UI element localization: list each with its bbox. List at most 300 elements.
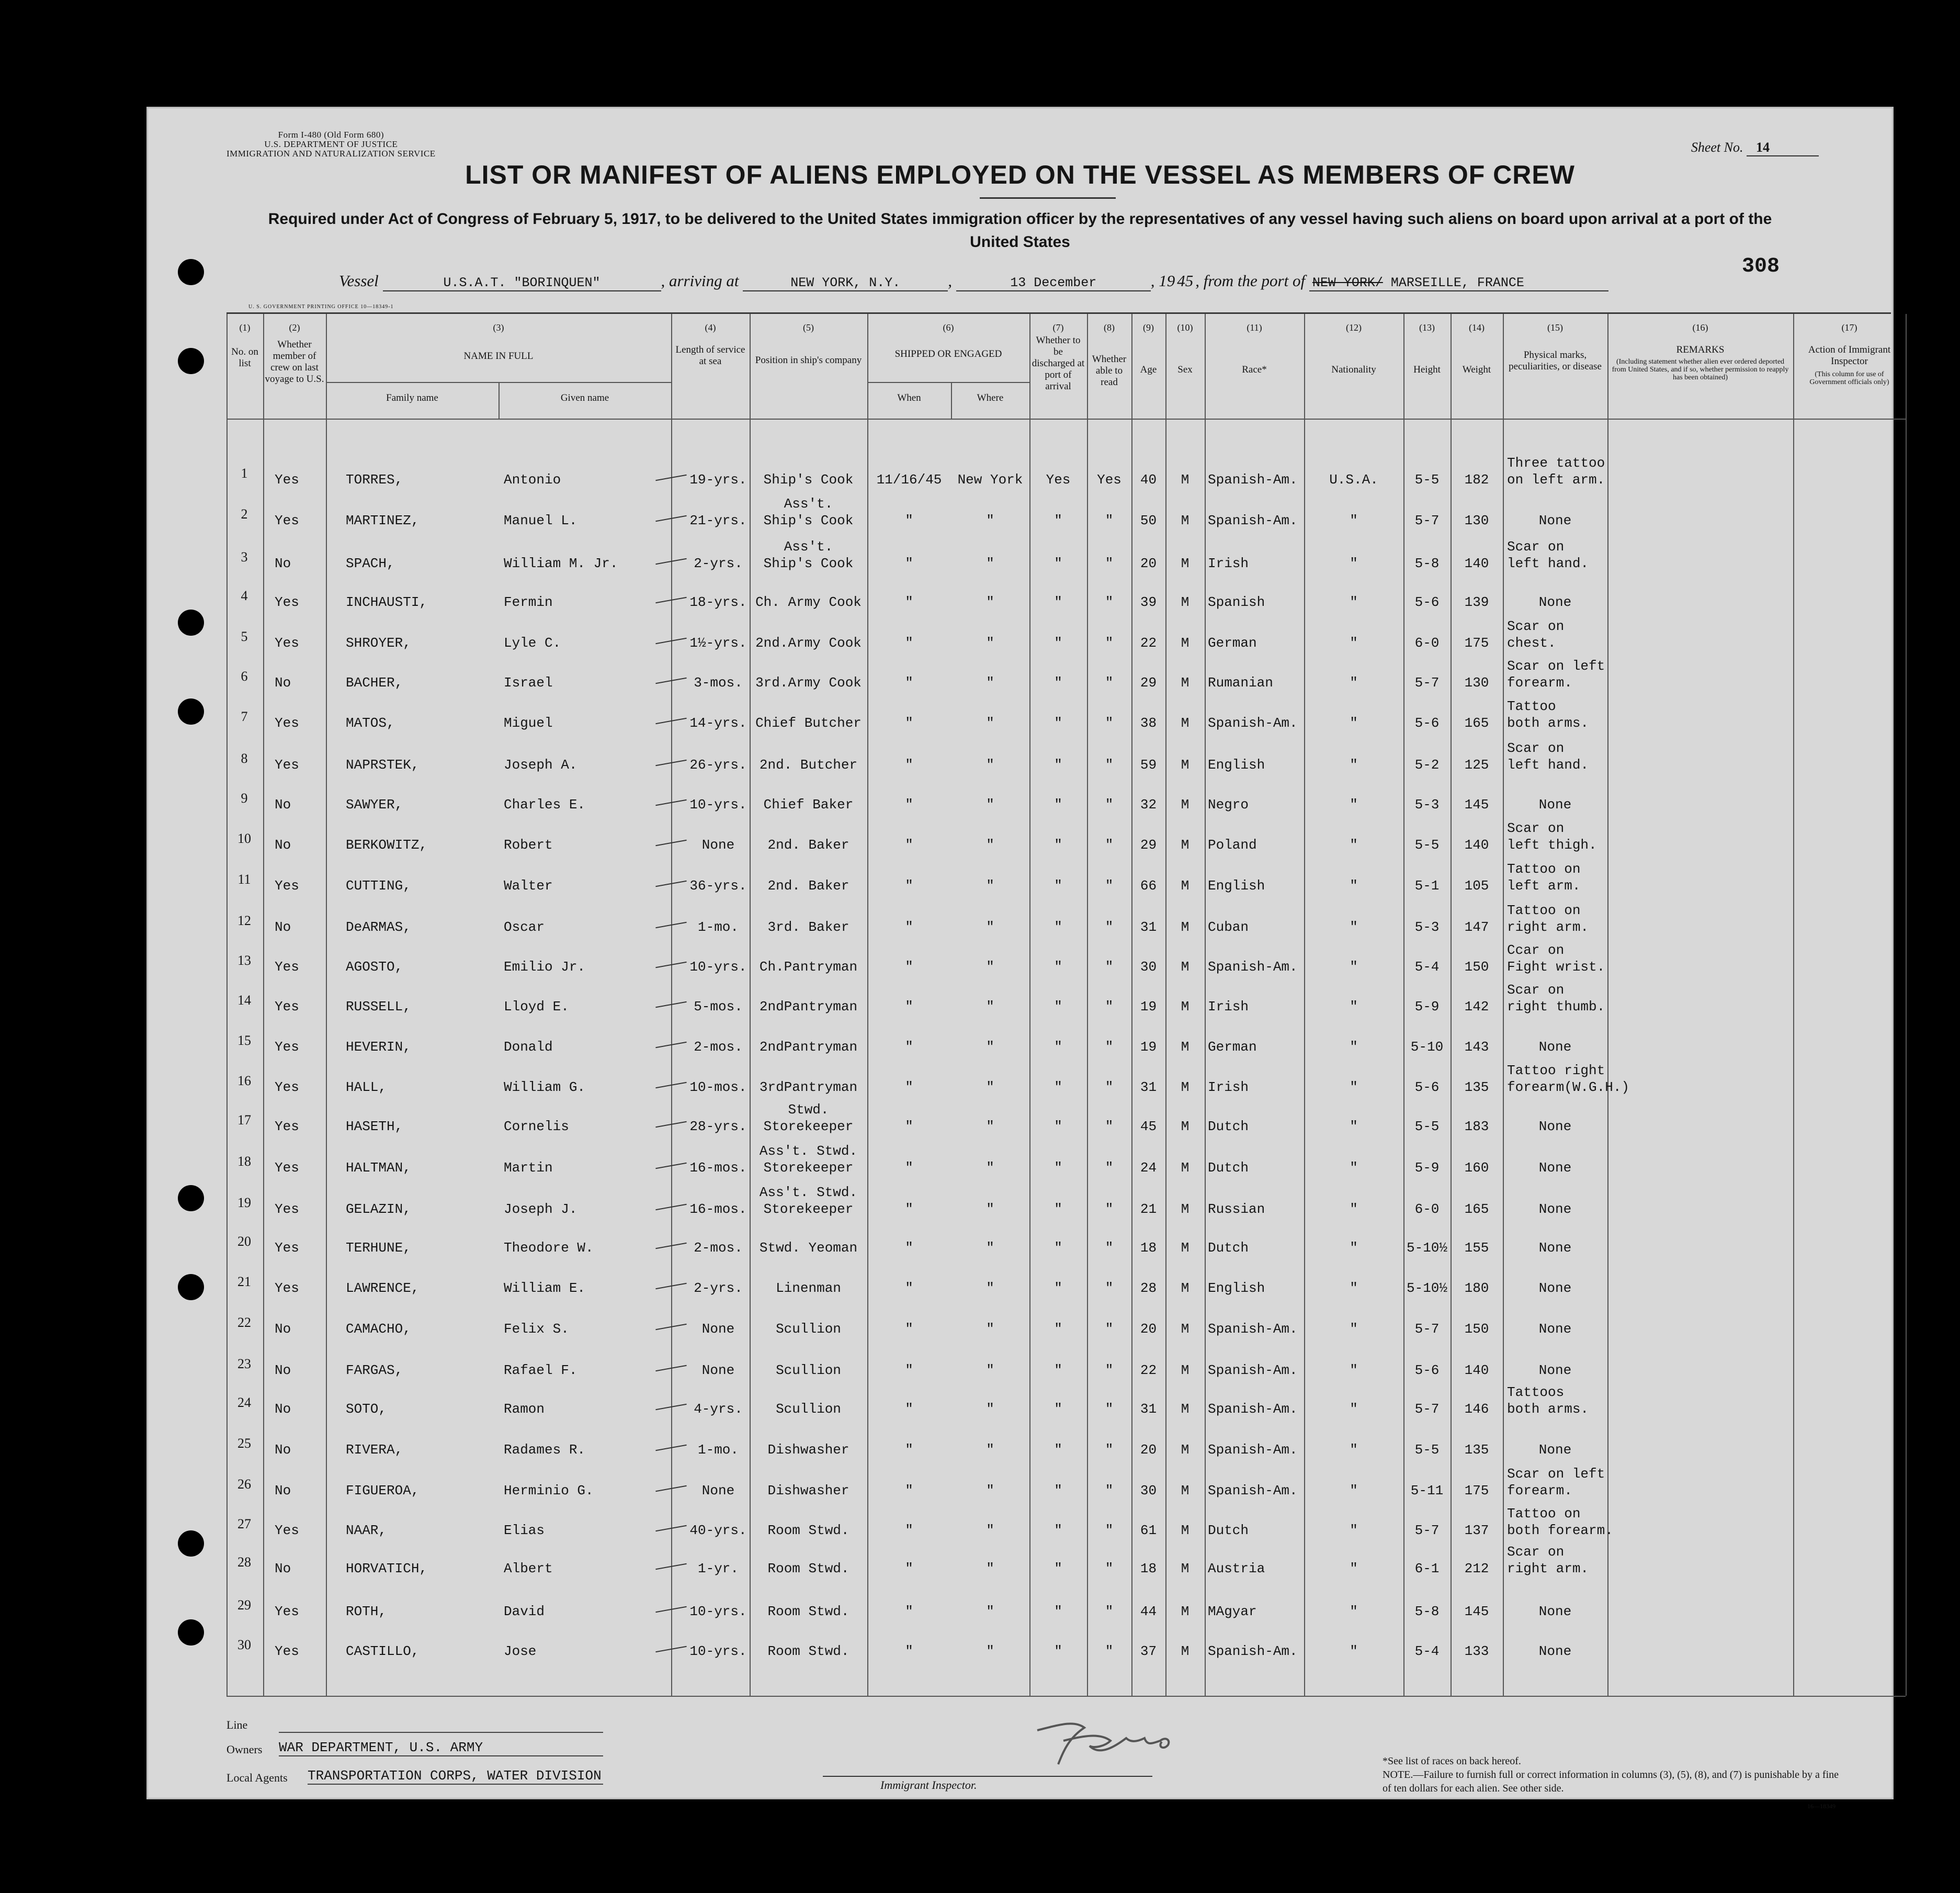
height-cell: 5-5 — [1414, 472, 1440, 488]
form-identifier — [226, 130, 436, 159]
crew-member-cell: Yes — [275, 1523, 299, 1538]
sex-cell: M — [1181, 878, 1189, 894]
shipped-when-cell: " — [905, 797, 913, 813]
shipped-where-cell: " — [986, 757, 994, 773]
position-cell: Ch. Army Cook — [755, 594, 862, 610]
crew-member-cell: Yes — [275, 1201, 299, 1217]
owners-label: Owners — [226, 1743, 263, 1756]
binder-hole — [178, 1619, 204, 1646]
position-line-1: Ass't. Stwd. — [759, 1143, 858, 1159]
name-in-full-header: NAME IN FULL — [463, 351, 534, 362]
sex-cell: M — [1181, 1401, 1189, 1417]
column-divider — [1205, 314, 1206, 1696]
sex-cell: M — [1181, 1119, 1189, 1134]
able-to-read-cell: " — [1105, 1523, 1114, 1538]
nationality-cell: " — [1350, 1604, 1358, 1619]
inspector-line — [823, 1776, 1152, 1777]
discharged-cell: " — [1054, 797, 1062, 813]
nationality-cell: " — [1350, 1119, 1358, 1134]
height-cell: 5-10½ — [1406, 1240, 1447, 1256]
race-cell: Spanish-Am. — [1208, 1321, 1298, 1337]
sex-cell: M — [1181, 675, 1189, 691]
position-line-1: Ass't. Stwd. — [759, 1185, 858, 1200]
weight-cell: 183 — [1464, 1119, 1489, 1134]
height-cell: 5-2 — [1414, 757, 1440, 773]
able-to-read-cell: " — [1105, 797, 1114, 813]
weight-cell: 180 — [1464, 1280, 1489, 1296]
able-to-read-cell: " — [1105, 959, 1114, 975]
row-number: 9 — [241, 791, 248, 806]
discharged-cell: " — [1054, 919, 1062, 935]
column-divider — [226, 314, 228, 1696]
given-name-cell: Charles E. — [504, 797, 586, 813]
given-name-cell: Walter — [504, 878, 553, 894]
shipped-when-cell: " — [905, 1604, 913, 1619]
weight-cell: 140 — [1464, 837, 1489, 853]
physical-marks-cell: None — [1538, 1160, 1572, 1176]
row-number: 27 — [237, 1516, 251, 1531]
height-cell: 5-7 — [1414, 1401, 1440, 1417]
nationality-cell: " — [1350, 1039, 1358, 1055]
family-name-cell: GELAZIN, — [346, 1201, 411, 1217]
discharged-cell: " — [1054, 513, 1062, 528]
family-name-cell: HALL, — [346, 1079, 387, 1095]
crew-member-cell: Yes — [275, 635, 299, 651]
no-on-list-header: No. on list — [231, 346, 258, 369]
remarks-subheader: (Including statement whether alien ever ordered deported from United States, and if so, whether permission to reapply has been obtained) — [1612, 358, 1789, 381]
departure-port: MARSEILLE, FRANCE — [1390, 275, 1524, 290]
given-name-cell: Israel — [504, 675, 553, 691]
discharged-cell: " — [1054, 1643, 1062, 1659]
weight-cell: 147 — [1464, 919, 1489, 935]
height-cell: 6-1 — [1414, 1561, 1440, 1576]
service-length-cell: 2-mos. — [694, 1240, 743, 1256]
column-number: (12) — [1346, 322, 1362, 333]
row-number: 12 — [237, 913, 251, 928]
discharged-cell: " — [1054, 715, 1062, 731]
shipped-when-cell: " — [905, 999, 913, 1015]
service-length-cell: 10-yrs. — [689, 959, 747, 975]
shipped-when-cell: " — [905, 1201, 913, 1217]
sheet-number-label: Sheet No. — [1691, 140, 1743, 155]
weight-cell: 145 — [1464, 1604, 1489, 1619]
shipped-where-cell: " — [986, 635, 994, 651]
row-number: 10 — [237, 831, 251, 846]
race-header: Race* — [1242, 364, 1267, 375]
physical-marks-cell: None — [1538, 1321, 1572, 1337]
family-name-cell: SPACH, — [346, 556, 395, 571]
position-cell: Linenman — [776, 1280, 841, 1296]
age-cell: 39 — [1140, 594, 1157, 610]
shipped-when-cell: " — [905, 715, 913, 731]
weight-cell: 133 — [1464, 1643, 1489, 1659]
family-name-cell: HEVERIN, — [346, 1039, 411, 1055]
position-cell: Chief Butcher — [755, 715, 862, 731]
height-cell: 5-10½ — [1406, 1280, 1447, 1296]
given-name-cell: William G. — [504, 1079, 586, 1095]
service-length-cell: 18-yrs. — [689, 594, 747, 610]
weight-cell: 150 — [1464, 1321, 1489, 1337]
crew-member-cell: Yes — [275, 999, 299, 1015]
sex-cell: M — [1181, 513, 1189, 528]
shipped-when-cell: " — [905, 959, 913, 975]
physical-marks-line-1: Tattoo on — [1507, 861, 1581, 877]
height-cell: 5-6 — [1414, 715, 1440, 731]
column-number: (10) — [1177, 322, 1193, 333]
physical-marks-line-1: Ccar on — [1507, 942, 1565, 958]
height-cell: 5-6 — [1414, 1079, 1440, 1095]
service-length-cell: 2-yrs. — [694, 556, 743, 571]
nationality-cell: " — [1350, 1321, 1358, 1337]
column-divider — [326, 314, 327, 1696]
binder-hole — [178, 348, 204, 374]
shipped-when-cell: " — [905, 1401, 913, 1417]
sex-cell: M — [1181, 1561, 1189, 1576]
age-cell: 32 — [1140, 797, 1157, 813]
shipped-where-cell: " — [986, 999, 994, 1015]
physical-marks-line-2: left hand. — [1507, 556, 1589, 571]
height-header: Height — [1413, 364, 1441, 375]
physical-marks-line-2: both forearm. — [1507, 1523, 1613, 1538]
page-subtitle: Required under Act of Congress of February 5, 1917, to be delivered to the United States immigration officer by the representatives of any vessel having such aliens on board upon arrival at a port of the United States — [268, 210, 1772, 251]
race-cell: German — [1208, 635, 1257, 651]
given-name-cell: Manuel L. — [504, 513, 577, 528]
row-number: 6 — [241, 669, 248, 684]
discharged-cell: " — [1054, 878, 1062, 894]
service-length-cell: 2-mos. — [694, 1039, 743, 1055]
position-cell: Storekeeper — [763, 1160, 854, 1176]
binder-hole — [178, 610, 204, 636]
row-number: 24 — [237, 1395, 251, 1410]
given-name-cell: Felix S. — [504, 1321, 569, 1337]
shipped-when-cell: " — [905, 675, 913, 691]
service-length-cell: 4-yrs. — [694, 1401, 743, 1417]
nationality-cell: " — [1350, 1079, 1358, 1095]
physical-marks-line-1: Tattoo — [1507, 698, 1556, 714]
given-name-cell: Albert — [504, 1561, 553, 1576]
sex-cell: M — [1181, 1483, 1189, 1498]
nationality-cell: " — [1350, 1523, 1358, 1538]
shipped-where-cell: " — [986, 1483, 994, 1498]
column-number: (9) — [1143, 322, 1154, 333]
weight-cell: 139 — [1464, 594, 1489, 610]
physical-marks-line-1: Scar on — [1507, 618, 1565, 634]
physical-marks-line-1: Scar on — [1507, 539, 1565, 555]
physical-marks-cell: None — [1538, 513, 1572, 528]
row-number: 5 — [241, 629, 248, 644]
age-cell: 31 — [1140, 1079, 1157, 1095]
sex-cell: M — [1181, 1643, 1189, 1659]
sex-cell: M — [1181, 1321, 1189, 1337]
shipped-when-cell: " — [905, 878, 913, 894]
shipped-when-cell: " — [905, 635, 913, 651]
family-name-cell: HASETH, — [346, 1119, 403, 1134]
vessel-line: Vessel U.S.A.T. "BORINQUEN" , arriving at NEW YORK, N.Y. , 13 December , 19 45 , from the port of NEW YORK/ MARSEILLE, FRANCE — [339, 272, 1814, 298]
shipped-where-cell: " — [986, 1160, 994, 1176]
arrival-year: 45 — [1177, 272, 1194, 290]
sex-cell: M — [1181, 757, 1189, 773]
discharged-cell: " — [1054, 1201, 1062, 1217]
age-header: Age — [1140, 364, 1157, 375]
weight-cell: 165 — [1464, 1201, 1489, 1217]
service-length-cell: 3-mos. — [694, 675, 743, 691]
family-name-cell: BERKOWITZ, — [346, 837, 428, 853]
height-cell: 5-3 — [1414, 797, 1440, 813]
service-length-cell: 40-yrs. — [689, 1523, 747, 1538]
age-cell: 22 — [1140, 1362, 1157, 1378]
shipped-when-cell: " — [905, 1280, 913, 1296]
column-number: (3) — [493, 322, 504, 333]
height-cell: 5-5 — [1414, 1442, 1440, 1458]
physical-marks-line-1: Scar on left — [1507, 658, 1605, 674]
given-name-cell: Theodore W. — [504, 1240, 594, 1256]
subheader-divider — [867, 382, 1029, 383]
physical-marks-cell: None — [1538, 594, 1572, 610]
position-cell: Room Stwd. — [767, 1604, 849, 1619]
service-length-cell: 10-yrs. — [689, 1604, 747, 1619]
shipped-where-cell: " — [986, 959, 994, 975]
discharged-cell: " — [1054, 999, 1062, 1015]
able-to-read-cell: " — [1105, 715, 1114, 731]
nationality-cell: U.S.A. — [1329, 472, 1378, 488]
physical-marks-line-2: chest. — [1507, 635, 1556, 651]
given-name-cell: Miguel — [504, 715, 553, 731]
column-number: (7) — [1052, 322, 1064, 333]
weight-header: Weight — [1462, 364, 1491, 375]
service-length-cell: 19-yrs. — [689, 472, 747, 488]
position-cell: 3rdPantryman — [759, 1079, 858, 1095]
service-length-cell: None — [701, 1362, 735, 1378]
age-cell: 24 — [1140, 1160, 1157, 1176]
family-name-cell: SHROYER, — [346, 635, 411, 651]
race-cell: Spanish-Am. — [1208, 513, 1298, 528]
race-cell: Negro — [1208, 797, 1249, 813]
able-to-read-cell: " — [1105, 1119, 1114, 1134]
family-name-cell: MARTINEZ, — [346, 513, 420, 528]
race-cell: Dutch — [1208, 1119, 1249, 1134]
service-length-cell: 10-mos. — [689, 1079, 747, 1095]
position-cell: 2nd.Army Cook — [755, 635, 862, 651]
physical-marks-line-2: right arm. — [1507, 1561, 1589, 1576]
sex-cell: M — [1181, 1362, 1189, 1378]
able-to-read-cell: " — [1105, 594, 1114, 610]
able-to-read-cell: " — [1105, 675, 1114, 691]
age-cell: 30 — [1140, 959, 1157, 975]
shipped-when-cell: " — [905, 837, 913, 853]
sex-cell: M — [1181, 594, 1189, 610]
weight-cell: 155 — [1464, 1240, 1489, 1256]
row-number: 13 — [237, 953, 251, 968]
crew-member-cell: No — [275, 1362, 291, 1378]
sheet-number — [1691, 140, 1819, 156]
nationality-cell: " — [1350, 999, 1358, 1015]
family-name-cell: TERHUNE, — [346, 1240, 411, 1256]
weight-cell: 146 — [1464, 1401, 1489, 1417]
vessel-label: Vessel — [339, 272, 379, 290]
position-cell: 2ndPantryman — [759, 1039, 858, 1055]
column-divider — [1793, 314, 1794, 1696]
arriving-label: , arriving at — [661, 272, 739, 290]
service-length-cell: None — [701, 1483, 735, 1498]
crew-member-cell: Yes — [275, 1280, 299, 1296]
family-name-cell: LAWRENCE, — [346, 1280, 420, 1296]
weight-cell: 182 — [1464, 472, 1489, 488]
weight-cell: 105 — [1464, 878, 1489, 894]
physical-marks-line-1: Tattoos — [1507, 1384, 1565, 1400]
weight-cell: 160 — [1464, 1160, 1489, 1176]
age-cell: 21 — [1140, 1201, 1157, 1217]
column-number: (1) — [239, 322, 251, 333]
position-cell: Storekeeper — [763, 1119, 854, 1134]
height-cell: 5-6 — [1414, 1362, 1440, 1378]
weight-cell: 143 — [1464, 1039, 1489, 1055]
age-cell: 50 — [1140, 513, 1157, 528]
service-length-cell: 1-mo. — [697, 1442, 739, 1458]
physical-marks-cell: None — [1538, 1362, 1572, 1378]
family-name-cell: BACHER, — [346, 675, 403, 691]
service-length-cell: None — [701, 1321, 735, 1337]
nationality-cell: " — [1350, 635, 1358, 651]
position-header: Position in ship's company — [755, 355, 862, 366]
able-to-read-cell: " — [1105, 513, 1114, 528]
crew-member-cell: Yes — [275, 1240, 299, 1256]
physical-marks-cell: None — [1538, 797, 1572, 813]
subheader-divider — [326, 382, 671, 383]
row-number: 26 — [237, 1477, 251, 1492]
physical-marks-line-2: left hand. — [1507, 757, 1589, 773]
service-length-cell: 16-mos. — [689, 1201, 747, 1217]
page-number: 308 — [1741, 255, 1780, 278]
crew-member-cell: No — [275, 675, 291, 691]
weight-cell: 130 — [1464, 513, 1489, 528]
discharged-cell: " — [1054, 1362, 1062, 1378]
position-cell: Dishwasher — [767, 1442, 849, 1458]
nationality-cell: " — [1350, 797, 1358, 813]
sex-cell: M — [1181, 715, 1189, 731]
position-line-1: Stwd. — [788, 1102, 829, 1118]
age-cell: 37 — [1140, 1643, 1157, 1659]
printing-office-line: U. S. GOVERNMENT PRINTING OFFICE 10—18349-1 — [248, 304, 394, 310]
discharged-cell: " — [1054, 757, 1062, 773]
position-cell: Ship's Cook — [763, 472, 854, 488]
nationality-cell: " — [1350, 757, 1358, 773]
physical-marks-cell: None — [1538, 1280, 1572, 1296]
column-number: (2) — [289, 322, 300, 333]
age-cell: 38 — [1140, 715, 1157, 731]
race-cell: Spanish-Am. — [1208, 472, 1298, 488]
age-cell: 31 — [1140, 1401, 1157, 1417]
row-number: 3 — [241, 549, 248, 565]
physical-marks-line-2: forearm. — [1507, 1483, 1572, 1498]
shipped-where-cell: " — [986, 1240, 994, 1256]
department-name: U.S. DEPARTMENT OF JUSTICE — [264, 139, 398, 149]
discharged-cell: " — [1054, 556, 1062, 571]
physical-marks-line-2: left arm. — [1507, 878, 1581, 894]
race-cell: Spanish-Am. — [1208, 1643, 1298, 1659]
age-cell: 61 — [1140, 1523, 1157, 1538]
weight-cell: 130 — [1464, 675, 1489, 691]
column-number: (17) — [1841, 322, 1857, 333]
weight-cell: 142 — [1464, 999, 1489, 1015]
race-cell: German — [1208, 1039, 1257, 1055]
length-of-service-header: Length of service at sea — [675, 344, 745, 367]
given-name-cell: Lloyd E. — [504, 999, 569, 1015]
sex-cell: M — [1181, 999, 1189, 1015]
remarks-header: REMARKS — [1676, 344, 1725, 355]
row-number: 21 — [237, 1274, 251, 1289]
year-prefix: , 19 — [1150, 272, 1175, 290]
able-to-read-cell: " — [1105, 1442, 1114, 1458]
nationality-cell: " — [1350, 1362, 1358, 1378]
position-cell: 2nd. Baker — [767, 837, 849, 853]
crew-member-cell: No — [275, 1561, 291, 1576]
penalty-note: NOTE.—Failure to furnish full or correct information in columns (3), (5), (8), and (7) is punishable by a fine of ten dollars for each alien. See other side. — [1383, 1769, 1839, 1794]
age-cell: 20 — [1140, 1321, 1157, 1337]
agents-label: Local Agents — [226, 1771, 288, 1784]
sex-cell: M — [1181, 1523, 1189, 1538]
family-name-cell: FARGAS, — [346, 1362, 403, 1378]
given-name-cell: Ramon — [504, 1401, 545, 1417]
weight-cell: 140 — [1464, 1362, 1489, 1378]
physical-marks-line-1: Tattoo on — [1507, 1506, 1581, 1522]
table-bottom-border — [226, 1696, 1906, 1697]
shipped-engaged-header: SHIPPED OR ENGAGED — [894, 348, 1002, 359]
binder-hole — [178, 698, 204, 725]
binder-hole — [178, 1530, 204, 1557]
given-name-cell: Fermin — [504, 594, 553, 610]
nationality-cell: " — [1350, 878, 1358, 894]
physical-marks-line-1: Scar on — [1507, 982, 1565, 998]
given-name-cell: Robert — [504, 837, 553, 853]
able-to-read-cell: " — [1105, 1483, 1114, 1498]
sex-cell: M — [1181, 1039, 1189, 1055]
age-cell: 29 — [1140, 837, 1157, 853]
shipped-when-cell: " — [905, 757, 913, 773]
nationality-cell: " — [1350, 1483, 1358, 1498]
sex-cell: M — [1181, 1604, 1189, 1619]
shipped-where-cell: " — [986, 919, 994, 935]
height-cell: 5-7 — [1414, 1523, 1440, 1538]
physical-marks-line-1: Scar on — [1507, 820, 1565, 836]
shipped-when-cell: " — [905, 594, 913, 610]
height-cell: 5-5 — [1414, 837, 1440, 853]
row-number: 7 — [241, 709, 248, 724]
sex-cell: M — [1181, 635, 1189, 651]
row-number: 11 — [237, 872, 251, 887]
shipped-when-cell: " — [905, 1483, 913, 1498]
able-to-read-cell: " — [1105, 1160, 1114, 1176]
physical-marks-line-2: both arms. — [1507, 715, 1589, 731]
vessel-name: U.S.A.T. "BORINQUEN" — [383, 275, 661, 291]
position-line-1: Ass't. — [784, 496, 833, 512]
departure-port-field — [1309, 275, 1608, 291]
when-header: When — [897, 392, 921, 403]
crew-member-cell: Yes — [275, 513, 299, 528]
shipped-when-cell: " — [905, 1561, 913, 1576]
height-cell: 5-6 — [1414, 594, 1440, 610]
position-cell: 2nd. Butcher — [759, 757, 858, 773]
crew-member-cell: No — [275, 837, 291, 853]
nationality-cell: " — [1350, 919, 1358, 935]
row-number: 18 — [237, 1154, 251, 1169]
family-name-cell: RUSSELL, — [346, 999, 411, 1015]
shipped-where-cell: " — [986, 1201, 994, 1217]
discharged-cell: " — [1054, 1039, 1062, 1055]
weight-cell: 135 — [1464, 1442, 1489, 1458]
inspector-label: Immigrant Inspector. — [880, 1778, 977, 1791]
given-name-cell: Cornelis — [504, 1119, 569, 1134]
family-name-cell: DeARMAS, — [346, 919, 411, 935]
